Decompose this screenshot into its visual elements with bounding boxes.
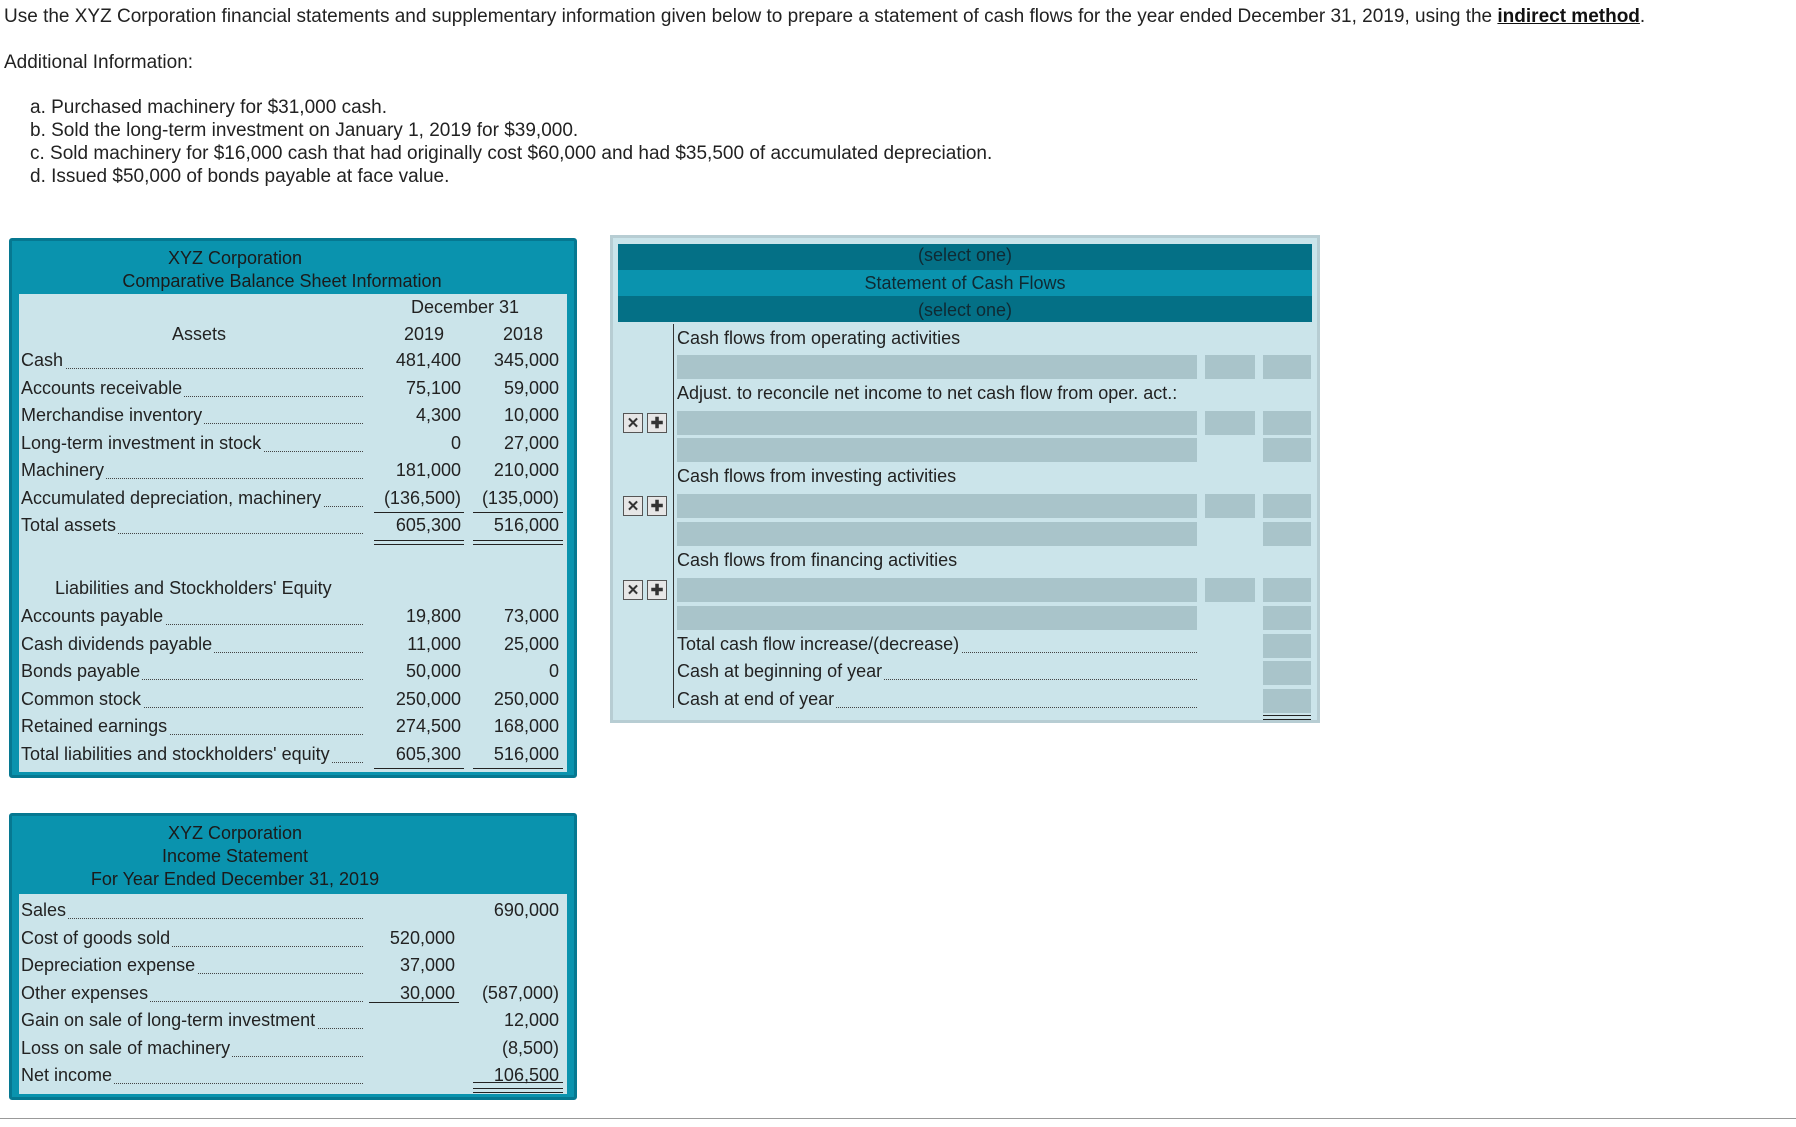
cf-select-bottom[interactable]: (select one)	[618, 296, 1312, 322]
bs-liab-header: Liabilities and Stockholders' Equity	[55, 578, 332, 598]
is-underline-net	[473, 1082, 563, 1083]
cf-inv-add-button[interactable]: ✚	[647, 496, 667, 516]
additional-item-b: b. Sold the long-term investment on January 1, 2019 for $39,000.	[30, 120, 579, 141]
cf-net-income-total[interactable]	[1263, 355, 1311, 379]
cf-fin-add-button[interactable]: ✚	[647, 580, 667, 600]
bs-asset-row-y2019: 75,100	[405, 377, 461, 398]
cf-op-add-button[interactable]: ✚	[647, 413, 667, 433]
cf-select-top[interactable]: (select one)	[618, 244, 1312, 270]
cf-financing-label: Cash flows from financing activities	[677, 550, 958, 570]
bs-asset-row-label: Total assets	[21, 515, 117, 535]
bs-underline-liab-2019	[374, 768, 464, 769]
bs-liability-row-y2019: 274,500	[395, 716, 461, 736]
balance-sheet-panel	[9, 238, 577, 778]
bs-asset-row-y2018: 516,000	[493, 515, 559, 535]
bs-total-assets-dline-2019	[374, 540, 464, 545]
bs-asset-row-y2019: 181,000	[395, 460, 461, 480]
cf-end-amount[interactable]	[1263, 689, 1311, 713]
bs-underline-liab-2018	[473, 768, 563, 769]
is-row	[19, 1008, 567, 1035]
bs-asset-row-label: Accumulated depreciation, machinery	[21, 487, 322, 508]
cf-financing-input-1[interactable]	[677, 578, 1197, 602]
bs-total-assets-dline-2018	[473, 540, 563, 545]
is-row	[19, 926, 567, 953]
cf-operating-label: Cash flows from operating activities	[677, 328, 961, 348]
cf-total-label: Total cash flow increase/(decrease)	[677, 634, 1197, 655]
is-row-c1: 30,000	[399, 982, 455, 1003]
is-row-label: Sales	[21, 900, 67, 920]
additional-item-d: d. Issued $50,000 of bonds payable at face value.	[30, 166, 450, 187]
additional-item-a: a. Purchased machinery for $31,000 cash.	[30, 97, 387, 118]
bs-liability-row-y2019: 50,000	[405, 661, 461, 681]
cf-beginning-label: Cash at beginning of year	[677, 661, 1197, 682]
bs-asset-row	[19, 458, 567, 485]
bs-liability-row-label: Accounts payable	[21, 606, 164, 626]
cf-financing-amount-1[interactable]	[1205, 578, 1255, 602]
is-row	[19, 898, 567, 925]
leader-dots	[21, 918, 363, 919]
is-row	[19, 1036, 567, 1063]
bs-asset-row-y2018: 10,000	[503, 405, 559, 425]
instructions-text: Use the XYZ Corporation financial statements and supplementary information given below to prepare a statement of cash flows for the year ended December 31, 2019, using the indirect method.	[4, 6, 1646, 27]
bs-asset-row-y2019: (136,500)	[383, 487, 461, 508]
bs-year-2018: 2018	[503, 324, 544, 344]
additional-item-c: c. Sold machinery for $16,000 cash that had originally cost $60,000 and had $35,500 of accumulated depreciation.	[30, 143, 993, 164]
cf-op-delete-button[interactable]: ✕	[623, 413, 643, 433]
bs-asset-row	[19, 486, 567, 513]
is-row-c2: (8,500)	[501, 1037, 559, 1058]
is-row-c1: 520,000	[389, 927, 455, 948]
page-bottom-rule	[0, 1118, 1796, 1119]
cf-inv-delete-button[interactable]: ✕	[623, 496, 643, 516]
bs-liability-row-y2018: 168,000	[493, 716, 559, 736]
additional-info-list	[30, 96, 992, 188]
cf-adjust-label: Adjust. to reconcile net income to net cash flow from oper. act.:	[677, 383, 1178, 403]
bs-liability-row	[19, 714, 567, 741]
bs-liability-row-label: Cash dividends payable	[21, 633, 213, 654]
bs-liability-row-y2019: 605,300	[395, 743, 461, 764]
is-row-label: Other expenses	[21, 982, 149, 1003]
is-row	[19, 953, 567, 980]
bs-liability-row-y2019: 11,000	[407, 633, 461, 654]
income-statement-body	[19, 894, 567, 1094]
bs-asset-row-y2018: 345,000	[493, 350, 559, 370]
cf-fin-subtotal-input[interactable]	[677, 606, 1197, 630]
bs-asset-row	[19, 431, 567, 458]
bs-liability-row-label: Retained earnings	[21, 716, 168, 736]
bs-liability-row-y2018: 73,000	[503, 606, 559, 626]
balance-sheet-body	[19, 294, 567, 772]
is-net-dline	[473, 1088, 563, 1093]
bs-liability-row	[19, 604, 567, 631]
is-row-c1: 37,000	[399, 955, 455, 975]
cf-investing-label: Cash flows from investing activities	[677, 466, 957, 486]
cf-op-subtotal-input[interactable]	[677, 438, 1197, 462]
cf-end-double-underline	[1263, 715, 1311, 720]
cf-investing-total-1[interactable]	[1263, 494, 1311, 518]
bs-company: XYZ Corporation	[167, 248, 303, 268]
cf-adjust-input-1[interactable]	[677, 411, 1197, 435]
cf-net-income-input[interactable]	[677, 355, 1197, 379]
cf-fin-delete-button[interactable]: ✕	[623, 580, 643, 600]
is-row-label: Loss on sale of machinery	[21, 1037, 231, 1058]
bs-asset-row-y2018: (135,000)	[481, 487, 559, 508]
is-row	[19, 981, 567, 1008]
bs-liability-row-y2018: 250,000	[493, 688, 559, 709]
bs-liability-row	[19, 632, 567, 659]
is-row-c2: 12,000	[503, 1010, 559, 1030]
bs-liability-row	[19, 742, 567, 769]
bs-assets-header: Assets	[172, 324, 227, 344]
cf-financing-total-1[interactable]	[1263, 578, 1311, 602]
cf-beginning-amount[interactable]	[1263, 661, 1311, 685]
cf-inv-subtotal-amount[interactable]	[1263, 522, 1311, 546]
bs-asset-row-label: Machinery	[21, 460, 105, 480]
is-title: Income Statement	[161, 846, 309, 866]
is-row-label: Depreciation expense	[21, 955, 196, 975]
bs-year-2019: 2019	[404, 324, 445, 344]
bs-liability-row-y2019: 250,000	[395, 688, 461, 709]
bs-underline-2019	[374, 512, 464, 513]
bs-asset-row-y2019: 481,400	[395, 350, 461, 370]
cf-left-divider	[673, 324, 674, 708]
cf-adjust-total-1[interactable]	[1263, 411, 1311, 435]
bs-liability-row-y2019: 19,800	[405, 606, 461, 626]
is-row-label: Gain on sale of long-term investment	[21, 1010, 316, 1030]
bs-liability-row-label: Common stock	[21, 688, 142, 709]
bs-asset-row-label: Cash	[21, 350, 64, 370]
bs-liability-row-y2018: 25,000	[503, 633, 559, 654]
bs-liability-row-y2018: 516,000	[493, 743, 559, 764]
cf-fin-subtotal-amount[interactable]	[1263, 606, 1311, 630]
bs-liability-row-label: Total liabilities and stockholders' equity	[21, 743, 330, 764]
bs-asset-row	[19, 376, 567, 403]
bs-asset-row-y2019: 0	[450, 432, 461, 453]
cf-investing-amount-1[interactable]	[1205, 494, 1255, 518]
bs-asset-row	[19, 348, 567, 375]
income-statement-panel	[9, 813, 577, 1100]
is-row	[19, 1063, 567, 1090]
bs-asset-row-y2018: 210,000	[493, 460, 559, 480]
is-row-c2: (587,000)	[481, 982, 559, 1003]
is-row-c2: 690,000	[493, 900, 559, 920]
is-row-label: Net income	[21, 1065, 113, 1085]
is-underline-c1	[369, 1002, 459, 1003]
cf-inv-subtotal-input[interactable]	[677, 522, 1197, 546]
cf-op-subtotal-amount[interactable]	[1263, 438, 1311, 462]
cf-net-income-amount[interactable]	[1205, 355, 1255, 379]
bs-asset-row-y2019: 605,300	[395, 515, 461, 535]
bs-asset-row-label: Accounts receivable	[21, 377, 183, 398]
bs-asset-row-label: Merchandise inventory	[21, 405, 203, 425]
additional-info-title: Additional Information:	[4, 52, 194, 73]
is-company: XYZ Corporation	[167, 823, 303, 843]
is-period: For Year Ended December 31, 2019	[90, 869, 380, 889]
is-row-label: Cost of goods sold	[21, 927, 171, 948]
indirect-method-link[interactable]: indirect method	[1497, 6, 1640, 27]
cf-title: Statement of Cash Flows	[618, 270, 1312, 296]
cash-flow-panel	[610, 235, 1320, 723]
bs-asset-row-label: Long-term investment in stock	[21, 432, 262, 453]
bs-underline-2018	[473, 512, 563, 513]
bs-asset-row-y2018: 59,000	[503, 377, 559, 398]
bs-asset-row-y2019: 4,300	[415, 405, 461, 425]
cf-adjust-amount-1[interactable]	[1205, 411, 1255, 435]
bs-liability-row	[19, 659, 567, 686]
bs-asset-row-y2018: 27,000	[503, 432, 559, 453]
cf-end-label: Cash at end of year	[677, 689, 1197, 710]
cf-total-amount[interactable]	[1263, 634, 1311, 658]
bs-liability-row-label: Bonds payable	[21, 661, 141, 681]
bs-asset-row	[19, 403, 567, 430]
cf-investing-input-1[interactable]	[677, 494, 1197, 518]
bs-date-header: December 31	[411, 297, 520, 317]
bs-title: Comparative Balance Sheet Information	[122, 271, 442, 291]
bs-asset-row	[19, 513, 567, 540]
leader-dots	[21, 368, 363, 369]
is-row-c2: 106,500	[493, 1065, 559, 1085]
bs-liability-row	[19, 687, 567, 714]
bs-liability-row-y2018: 0	[548, 661, 559, 681]
